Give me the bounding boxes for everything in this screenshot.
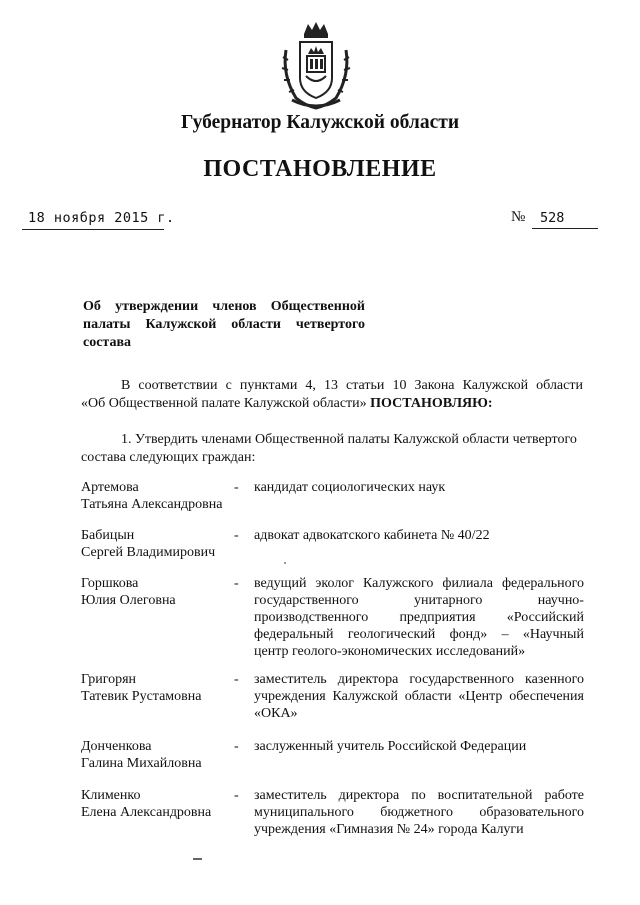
member-dash: - xyxy=(234,788,239,803)
member-name xyxy=(81,575,241,609)
preamble-word: 4, xyxy=(305,378,316,393)
member-description xyxy=(254,479,584,496)
description-word: государственного xyxy=(254,593,359,608)
subject-word: утверждении xyxy=(115,299,199,314)
description-line xyxy=(254,626,584,643)
document-number: 528 xyxy=(540,210,565,226)
member-dash: - xyxy=(234,739,239,754)
member-name xyxy=(81,479,241,513)
description-word: обеспечения xyxy=(509,689,584,704)
clause-1 xyxy=(81,431,583,467)
description-word: предприятия xyxy=(399,610,476,625)
preamble-word: с xyxy=(225,378,232,393)
member-dash: - xyxy=(234,672,239,687)
description-word: муниципального xyxy=(254,805,354,820)
subject-word: области xyxy=(231,317,281,332)
preamble-word: В xyxy=(121,378,131,393)
description-word: фонд» xyxy=(449,627,488,642)
preamble-word: Калужской xyxy=(462,378,529,393)
description-word: области xyxy=(404,689,452,704)
subject-line-2 xyxy=(83,316,365,334)
description-word: геологический xyxy=(347,627,436,642)
preamble-text: «Об Общественной палате Калужской области» xyxy=(81,396,371,411)
description-word: директора xyxy=(337,672,399,687)
description-line: кандидат социологических наук xyxy=(254,480,446,495)
coat-of-arms-icon xyxy=(278,20,354,110)
number-underline xyxy=(532,228,598,229)
description-word: унитарного xyxy=(414,593,483,608)
subject-word: палаты xyxy=(83,317,131,332)
member-given-names: Юлия Олеговна xyxy=(81,593,176,608)
member-given-names: Сергей Владимирович xyxy=(81,545,216,560)
description-word: научно- xyxy=(537,593,584,608)
member-description xyxy=(254,575,584,660)
scan-mark xyxy=(193,858,202,860)
description-line xyxy=(254,575,584,592)
description-word: по xyxy=(411,788,426,803)
clause-1-line-1: 1. Утвердить членами Общественной палаты Калужской области четвертого xyxy=(121,432,577,447)
description-word: производственного xyxy=(254,610,369,625)
document-number-label: № xyxy=(511,209,526,225)
description-word: заместитель xyxy=(254,788,327,803)
preamble-word: области xyxy=(536,378,583,393)
preamble-line-2 xyxy=(81,395,583,413)
description-word: воспитательной xyxy=(437,788,533,803)
subject-line-1 xyxy=(83,298,365,316)
member-given-names: Татевик Рустамовна xyxy=(81,689,202,704)
description-line: адвокат адвокатского кабинета № 40/22 xyxy=(254,528,490,543)
member-surname: Донченкова xyxy=(81,739,152,754)
member-name xyxy=(81,738,241,772)
description-word: директора xyxy=(338,788,400,803)
description-line: заслуженный учитель Российской Федерации xyxy=(254,739,527,754)
member-surname: Горшкова xyxy=(81,576,139,591)
description-line: «ОКА» xyxy=(254,706,298,721)
document-type-title: ПОСТАНОВЛЕНИЕ xyxy=(203,156,437,182)
description-word: Калужского xyxy=(363,576,434,591)
member-dash: - xyxy=(234,576,239,591)
description-line xyxy=(254,688,584,705)
description-line xyxy=(254,592,584,609)
document-date: 18 ноября 2015 г. xyxy=(28,210,175,226)
scan-speck xyxy=(284,562,286,564)
preamble-word: статьи xyxy=(346,378,385,393)
subject-word: Калужской xyxy=(145,317,217,332)
member-name xyxy=(81,787,241,821)
preamble-word: 10 xyxy=(392,378,407,393)
description-word: «Центр xyxy=(458,689,503,704)
description-word: – xyxy=(501,627,509,642)
subject-word: Общественной xyxy=(270,299,365,314)
description-word: филиала xyxy=(442,576,493,591)
description-word: учреждения xyxy=(254,689,326,704)
description-word: заместитель xyxy=(254,672,327,687)
description-word: бюджетного xyxy=(380,805,453,820)
member-given-names: Татьяна Александровна xyxy=(81,497,223,512)
description-word: Калужской xyxy=(332,689,398,704)
date-underline xyxy=(22,229,164,230)
description-word: образовательного xyxy=(479,805,584,820)
member-given-names: Галина Михайловна xyxy=(81,756,202,771)
member-surname: Григорян xyxy=(81,672,137,687)
description-word: эколог xyxy=(315,576,355,591)
preamble-word: 13 xyxy=(323,378,338,393)
member-description xyxy=(254,527,584,544)
description-word: «Российский xyxy=(506,610,584,625)
description-word: федеральный xyxy=(254,627,334,642)
description-line xyxy=(254,609,584,626)
clause-1-line-2: состава следующих граждан: xyxy=(81,450,256,465)
preamble-line-1 xyxy=(81,377,583,395)
preamble-word: пунктами xyxy=(239,378,298,393)
subject-word: членов xyxy=(212,299,257,314)
description-line xyxy=(254,787,584,804)
member-surname: Клименко xyxy=(81,788,141,803)
subject-word: Об xyxy=(83,299,101,314)
member-name xyxy=(81,527,241,561)
member-surname: Артемова xyxy=(81,480,139,495)
member-dash: - xyxy=(234,528,239,543)
member-given-names: Елена Александровна xyxy=(81,805,212,820)
description-line xyxy=(254,804,584,821)
description-word: ведущий xyxy=(254,576,307,591)
subject-line-3: состава xyxy=(83,335,132,350)
description-word: работе xyxy=(544,788,584,803)
preamble-word: соответствии xyxy=(138,378,218,393)
member-description xyxy=(254,787,584,838)
member-description xyxy=(254,738,584,755)
preamble-paragraph xyxy=(81,377,583,413)
resolution-keyword: ПОСТАНОВЛЯЮ: xyxy=(370,396,493,411)
description-word: казенного xyxy=(525,672,584,687)
subject-word: четвертого xyxy=(295,317,365,332)
issuing-authority: Губернатор Калужской области xyxy=(180,112,460,133)
member-surname: Бабицын xyxy=(81,528,135,543)
preamble-word: Закона xyxy=(414,378,455,393)
description-word: «Научный xyxy=(522,627,584,642)
member-dash: - xyxy=(234,480,239,495)
description-word: государственного xyxy=(409,672,515,687)
description-word: федерального xyxy=(501,576,584,591)
description-line xyxy=(254,671,584,688)
description-line: центр геолого-экономических исследований» xyxy=(254,644,526,659)
member-name xyxy=(81,671,241,705)
document-subject xyxy=(83,298,365,352)
description-line: учреждения «Гимназия № 24» города Калуги xyxy=(254,822,524,837)
member-description xyxy=(254,671,584,722)
